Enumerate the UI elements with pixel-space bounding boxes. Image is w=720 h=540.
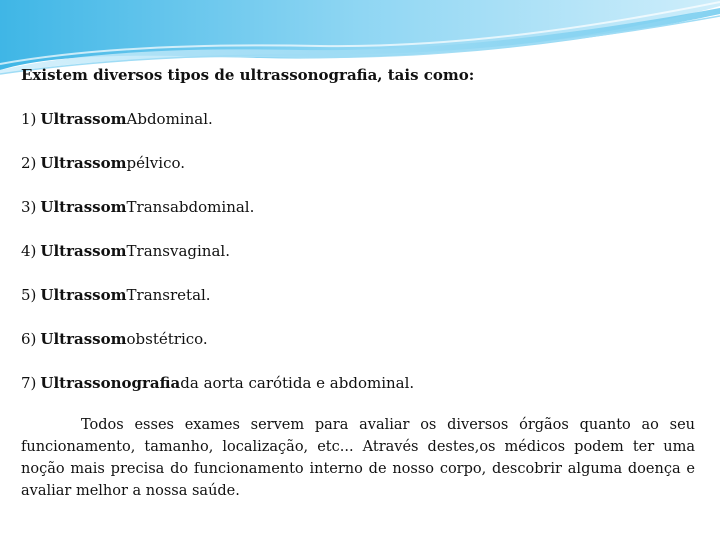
list-item: 7) Ultrassonografiada aorta carótida e abdominal. xyxy=(21,374,415,392)
list-item: 6) Ultrassomobstétrico. xyxy=(21,330,208,348)
list-item: 4) UltrassomTransvaginal. xyxy=(21,242,230,260)
list-item: 5) UltrassomTransretal. xyxy=(21,286,211,304)
ultrasound-types-list xyxy=(21,108,695,394)
list-item: 3) UltrassomTransabdominal. xyxy=(21,198,255,216)
list-item: 2) Ultrassompélvico. xyxy=(21,154,185,172)
list-item: 1) UltrassomAbdominal. xyxy=(21,110,213,128)
summary-paragraph: Todos esses exames servem para avaliar os diversos órgãos quanto ao seu funcionamento, tamanho, localização, etc... Através destes,os médicos podem ter uma noção mais precisa do funcionamento interno de nosso corpo, descobrir alguma doença e avaliar melhor a nossa saúde. xyxy=(21,417,695,499)
slide-heading: Existem diversos tipos de ultrassonografia, tais como: xyxy=(21,66,475,84)
slide-content xyxy=(21,64,695,502)
